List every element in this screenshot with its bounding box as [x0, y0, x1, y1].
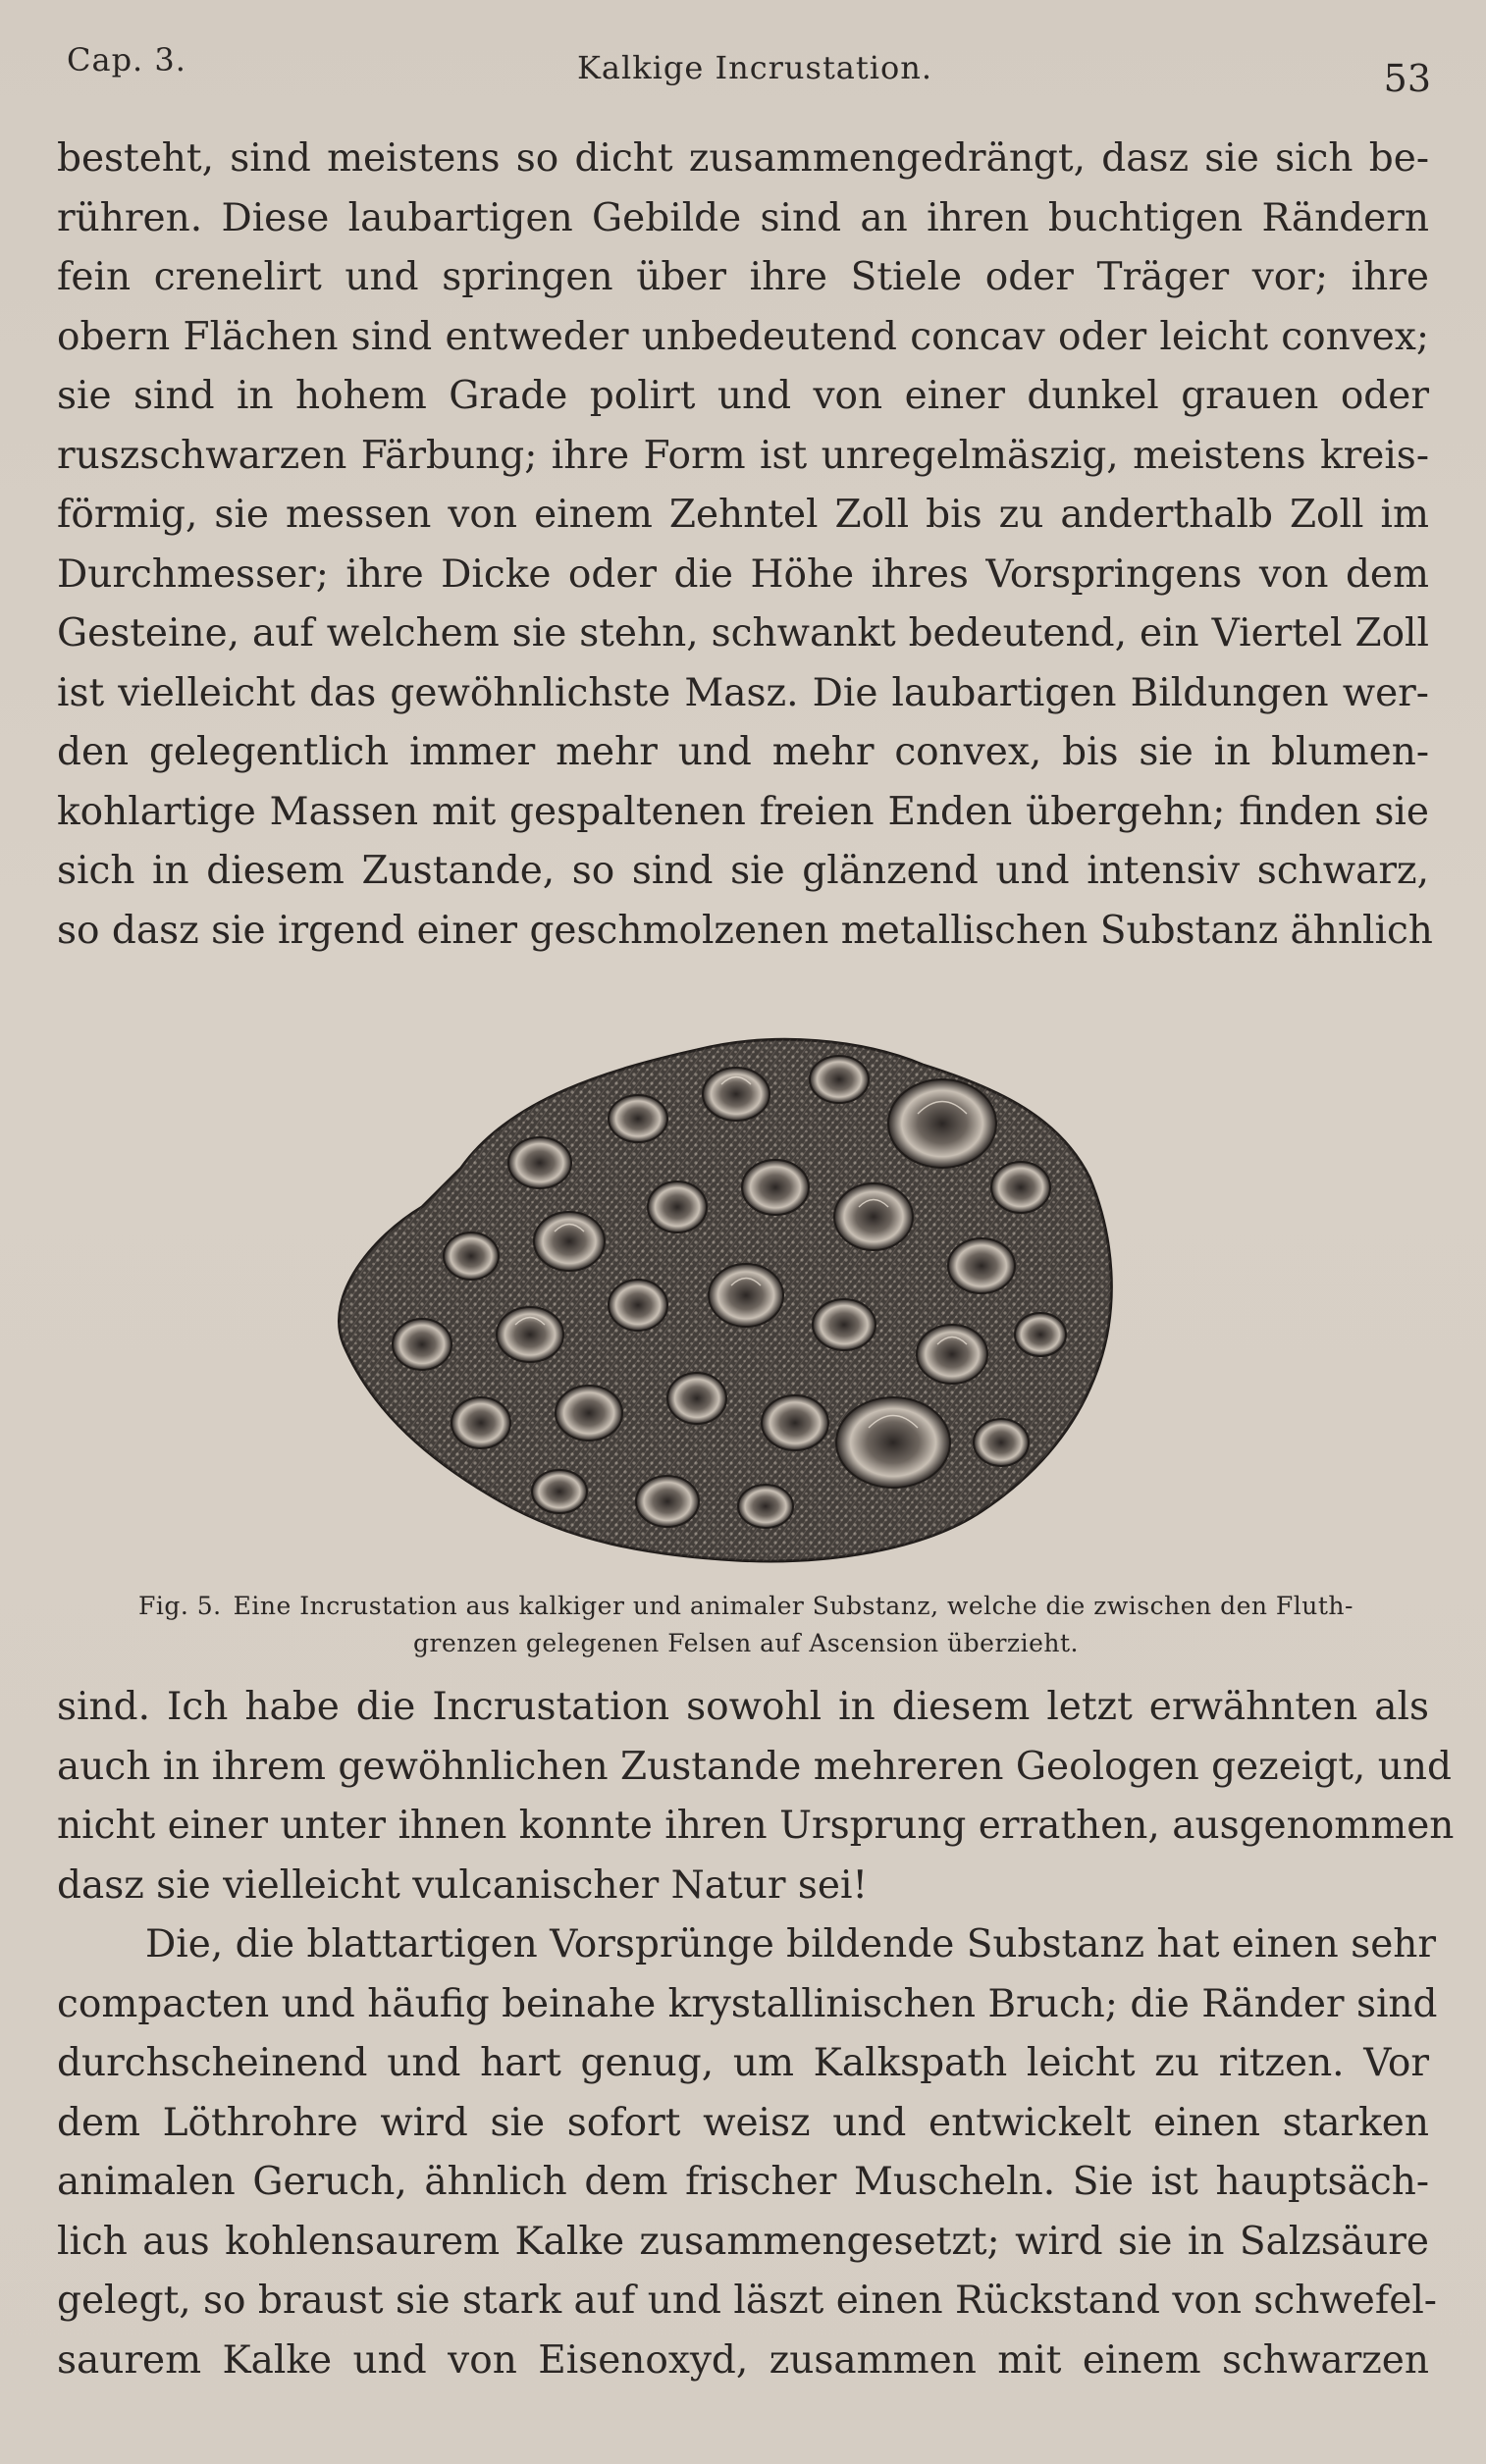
figure-caption [79, 1588, 1413, 1662]
text-line: den gelegentlich immer mehr und mehr convex, bis sie in blumen- [57, 730, 1429, 774]
text-line: Gesteine, auf welchem sie stehn, schwankt bedeutend, ein Viertel Zoll [57, 611, 1429, 655]
text-line: kohlartige Massen mit gespaltenen freien Enden übergehn; finden sie [57, 789, 1429, 834]
text-line: obern Flächen sind entweder unbedeutend concav oder leicht convex; [57, 314, 1429, 359]
text-line: ruszschwarzen Färbung; ihre Form ist unregelmäszig, meistens kreis- [57, 433, 1429, 478]
text-line: compacten und häufig beinahe krystallinischen Bruch; die Ränder sind [57, 1981, 1438, 2026]
figure-label: Fig. 5. [138, 1592, 222, 1620]
text-line: auch in ihrem gewöhnlichen Zustande mehreren Geologen gezeigt, und [57, 1744, 1452, 1789]
text-line: so dasz sie irgend einer geschmolzenen metallischen Substanz ähnlich [57, 908, 1433, 953]
text-line: lich aus kohlensaurem Kalke zusammengesetzt; wird sie in Salzsäure [57, 2219, 1429, 2264]
text-line: Durchmesser; ihre Dicke oder die Höhe ihres Vorspringens von dem [57, 551, 1429, 597]
text-line: förmig, sie messen von einem Zehntel Zoll bis zu anderthalb Zoll im [57, 493, 1429, 537]
caption-line-1 [79, 1588, 1413, 1625]
chapter-label: Cap. 3. [67, 41, 186, 79]
text-line: dem Löthrohre wird sie sofort weisz und entwickelt einen starken [57, 2100, 1429, 2145]
text-line: fein crenelirt und springen über ihre Stiele oder Träger vor; ihre [57, 255, 1429, 299]
paragraph-first-line: Die, die blattartigen Vorsprünge bildende Substanz hat einen sehr [145, 1922, 1437, 1966]
body-text-bottom [57, 1678, 1455, 2390]
text-line: sind. Ich habe die Incrustation sowohl in diesem letzt erwähnten als [57, 1685, 1429, 1729]
running-header [67, 37, 1431, 106]
text-line: sie sind in hohem Grade polirt und von einer dunkel grauen oder [57, 374, 1429, 418]
incrustation-illustration [314, 1011, 1129, 1580]
caption-text-1: Eine Incrustation aus kalkiger und animaler Substanz, welche die zwischen den Fluth- [233, 1592, 1353, 1620]
body-text-top [57, 130, 1433, 961]
text-line: saurem Kalke und von Eisenoxyd, zusammen mit einem schwarzen [57, 2337, 1429, 2383]
text-line: animalen Geruch, ähnlich dem frischer Muscheln. Sie ist hauptsäch- [57, 2160, 1429, 2204]
text-line: nicht einer unter ihnen konnte ihren Ursprung errathen, ausgenommen [57, 1804, 1455, 1848]
text-line: besteht, sind meistens so dicht zusammengedrängt, dasz sie sich be- [57, 136, 1429, 181]
text-line: dasz sie vielleicht vulcanischer Natur sei! [57, 1862, 869, 1908]
figure-incrustation-engraving [314, 1011, 1129, 1580]
caption-line-2: grenzen gelegenen Felsen auf Ascension überzieht. [413, 1629, 1079, 1657]
running-title: Kalkige Incrustation. [577, 49, 933, 86]
text-line: rühren. Diese laubartigen Gebilde sind an ihren buchtigen Rändern [57, 195, 1429, 240]
page-number: 53 [1383, 57, 1431, 100]
text-line: ist vielleicht das gewöhnlichste Masz. Die laubartigen Bildungen wer- [57, 670, 1429, 715]
text-line: gelegt, so braust sie stark auf und läszt einen Rückstand von schwefel- [57, 2279, 1437, 2323]
text-line: sich in diesem Zustande, so sind sie glänzend und intensiv schwarz, [57, 849, 1429, 893]
text-line: durchscheinend und hart genug, um Kalkspath leicht zu ritzen. Vor [57, 2041, 1429, 2085]
